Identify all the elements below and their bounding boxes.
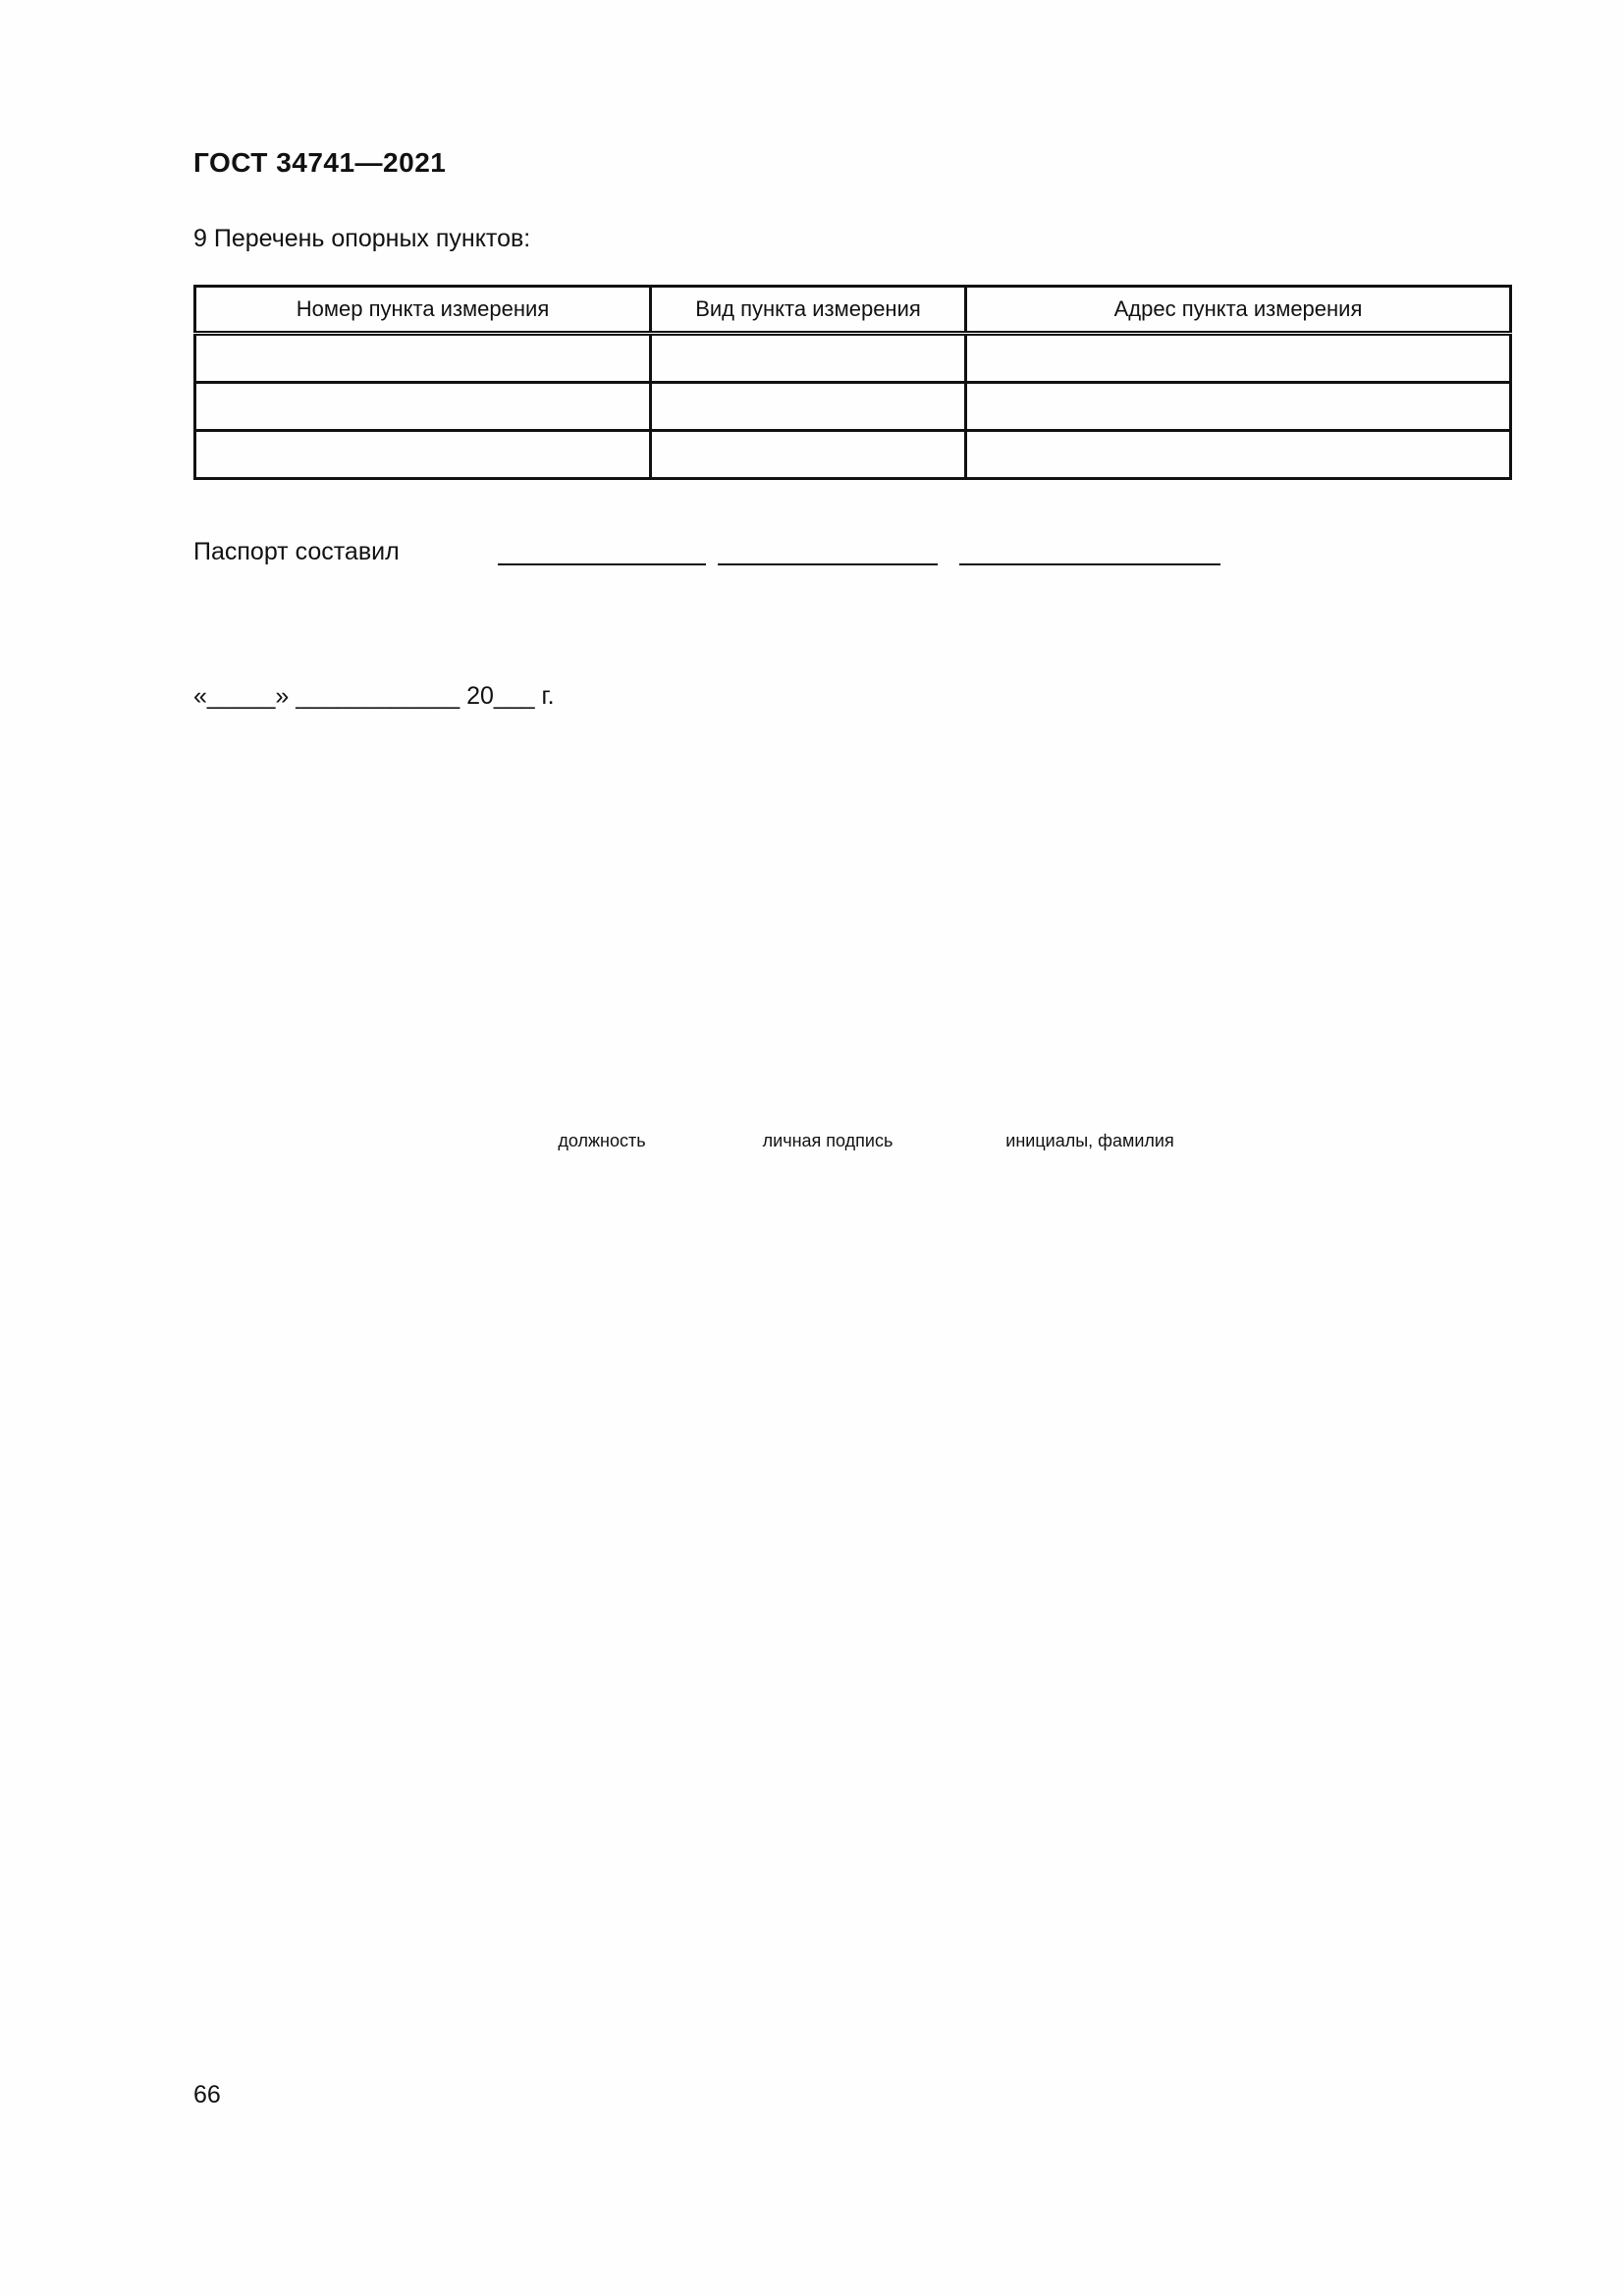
header-point-type: Вид пункта измерения [651, 287, 966, 334]
document-code: ГОСТ 34741—2021 [193, 147, 447, 178]
table-cell [195, 383, 651, 431]
table-cell [651, 334, 966, 383]
table-header-row [195, 287, 1511, 334]
table-cell [651, 431, 966, 479]
position-field [498, 563, 706, 1150]
name-caption: инициалы, фамилия [1005, 1131, 1174, 1150]
page-number: 66 [193, 2081, 221, 2109]
date-line: «_____» ____________ 20___ г. [193, 682, 555, 710]
reference-points-table [193, 285, 1512, 480]
table-cell [966, 383, 1511, 431]
table-cell [195, 334, 651, 383]
passport-compiled-label: Паспорт составил [193, 538, 400, 565]
name-field [959, 563, 1220, 1150]
table-row [195, 334, 1511, 383]
signature-field [718, 563, 938, 1150]
position-caption: должность [558, 1131, 646, 1150]
section-title: 9 Перечень опорных пунктов: [193, 225, 531, 252]
header-point-number: Номер пункта измерения [195, 287, 651, 334]
table-cell [651, 383, 966, 431]
table-cell [966, 431, 1511, 479]
header-point-address: Адрес пункта измерения [966, 287, 1511, 334]
table-cell [195, 431, 651, 479]
signature-caption: личная подпись [762, 1131, 893, 1150]
table-row [195, 383, 1511, 431]
table-cell [966, 334, 1511, 383]
table-row [195, 431, 1511, 479]
